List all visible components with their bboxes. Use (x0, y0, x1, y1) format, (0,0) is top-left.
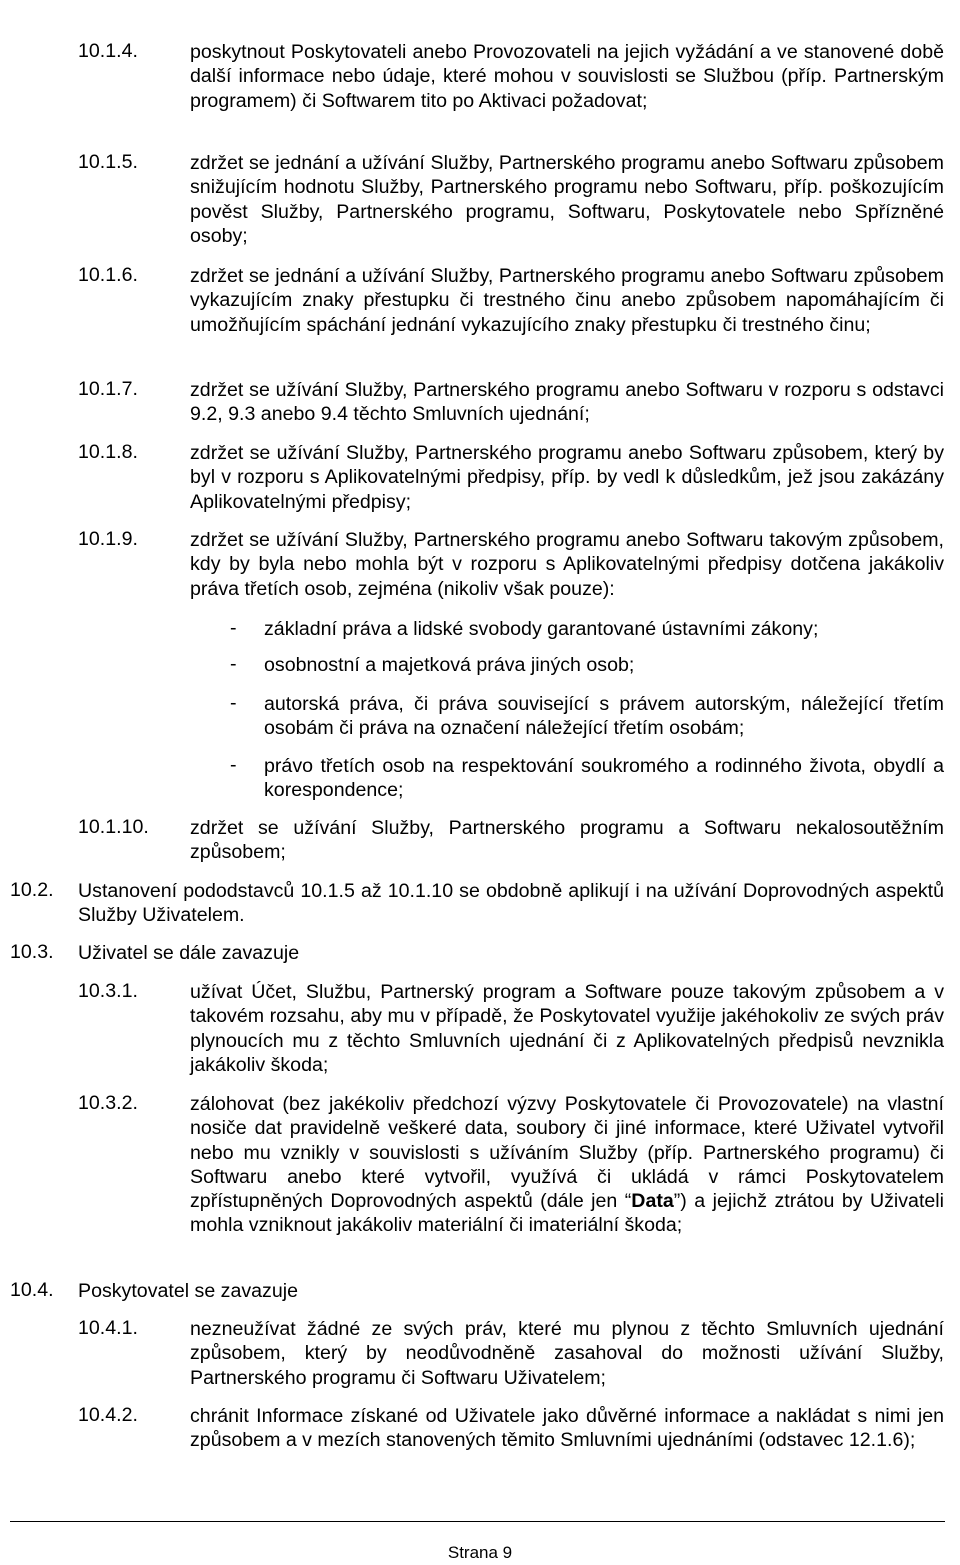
bullet-text: právo třetích osob na respektování soukromého a rodinného života, obydlí a korespondence; (264, 755, 944, 802)
bullet-dash: - (230, 754, 237, 776)
defined-term: Data (631, 1190, 674, 1213)
section-text: Ustanovení pododstavců 10.1.5 až 10.1.10 se obdobně aplikují i na užívání Doprovodných aspektů Služby Uživatelem. (78, 880, 944, 927)
clause-text-part: ”) a jejichž ztrátou by Uživateli mohla vzniknout jakákoliv materiální či imateriální škoda; (190, 1190, 945, 1237)
clause-text: zdržet se užívání Služby, Partnerského programu anebo Softwaru v rozporu s odstavci 9.2, 9.3 anebo 9.4 těchto Smluvních ujednání; (190, 379, 944, 426)
clause-text: zdržet se užívání Služby, Partnerského programu a Softwaru nekalosoutěžním způsobem; (190, 817, 944, 864)
clause-text: poskytnout Poskytovateli anebo Provozovateli na jejich vyžádání a ve stanovené době další informace nebo údaje, které mohou v souvislosti se Službou (příp. Partnerským programem) či Softwarem tito po Aktivaci požadovat; (190, 41, 944, 112)
clause-number: 10.4.1. (78, 1317, 138, 1339)
clause-number: 10.1.9. (78, 528, 138, 550)
clause-text: užívat Účet, Službu, Partnerský program a Software pouze takovým způsobem a v takovém rozsahu, aby mu v případě, že Poskytovatel využije jakéhokoliv ze svých práv plynoucích mu z těchto Smluvních ujednání či z Aplikovatelných předpisů nevznikla jakákoliv škoda; (190, 981, 944, 1076)
clause-text: zdržet se užívání Služby, Partnerského programu anebo Softwaru způsobem, který by byl v rozporu s Aplikovatelnými předpisy, příp. by vedl k důsledkům, jež jsou zakázány Aplikovatelnými předpisy; (190, 442, 944, 513)
section-number: 10.2. (10, 879, 54, 901)
clause-number: 10.1.5. (78, 151, 138, 173)
bullet-dash: - (230, 692, 237, 714)
section-heading: Poskytovatel se zavazuje (78, 1280, 298, 1302)
clause-text: zdržet se užívání Služby, Partnerského programu anebo Softwaru takovým způsobem, kdy by byla nebo mohla být v rozporu s Aplikovatelnými předpisy dotčena jakákoliv práva třetích osob, zejména (nikoliv však pouze): (190, 529, 944, 600)
bullet-text: základní práva a lidské svobody garantované ústavními zákony; (264, 618, 819, 640)
clause-number: 10.4.2. (78, 1404, 138, 1426)
clause-text: zdržet se jednání a užívání Služby, Partnerského programu anebo Softwaru způsobem snižujícím hodnotu Služby, Partnerského programu nebo Softwaru, příp. poškozujícím pověst Služby, Partnerského programu, Softwaru, Poskytovatele nebo Spřízněné osoby; (190, 152, 944, 247)
clause-number: 10.3.1. (78, 980, 138, 1002)
page-number: Strana 9 (447, 1543, 513, 1562)
clause-text: chránit Informace získané od Uživatele jako důvěrné informace a nakládat s nimi jen způsobem a v mezích stanovených těmito Smluvními ujednáními (odstavec 12.1.6); (190, 1405, 944, 1452)
bullet-text: osobnostní a majetková práva jiných osob; (264, 654, 635, 676)
clause-number: 10.1.4. (78, 40, 138, 62)
clause-text-part: zálohovat (bez jakékoliv předchozí výzvy Poskytovatele či Provozovatele) na vlastní nosiče dat pravidelně veškeré data, soubory či jiné informace, které Uživatel vytvořil nebo mu vznikly v souvislosti s užíváním Služby (příp. Partnerského programu) či Softwaru anebo které vytvořil, využívá či ukládá v rámci Poskytovatelem zpřístupněných Doprovodných aspektů (dále jen “ (190, 1093, 944, 1213)
section-number: 10.4. (10, 1279, 54, 1301)
footer-divider (10, 1521, 945, 1522)
bullet-dash: - (230, 617, 237, 639)
clause-number: 10.1.6. (78, 264, 138, 286)
bullet-text: autorská práva, či práva související s právem autorským, náležející třetím osobám či práva na označení náležející třetím osobám; (264, 693, 944, 740)
clause-text (190, 1092, 944, 1238)
bullet-dash: - (230, 653, 237, 675)
clause-text: nezneužívat žádné ze svých práv, které mu plynou z těchto Smluvních ujednání způsobem, který by neodůvodněně zasahoval do možnosti užívání Služby, Partnerského programu či Softwaru Uživatelem; (190, 1318, 944, 1389)
section-heading: Uživatel se dále zavazuje (78, 942, 300, 964)
clause-text: zdržet se jednání a užívání Služby, Partnerského programu anebo Softwaru způsobem vykazujícím znaky přestupku či trestného činu anebo způsobem napomáhajícím či umožňujícím spáchání jednání vykazujícího znaky přestupku či trestného činu; (190, 265, 944, 336)
clause-number: 10.1.10. (78, 816, 149, 838)
clause-number: 10.3.2. (78, 1092, 138, 1114)
clause-number: 10.1.7. (78, 378, 138, 400)
section-number: 10.3. (10, 941, 54, 963)
clause-number: 10.1.8. (78, 441, 138, 463)
